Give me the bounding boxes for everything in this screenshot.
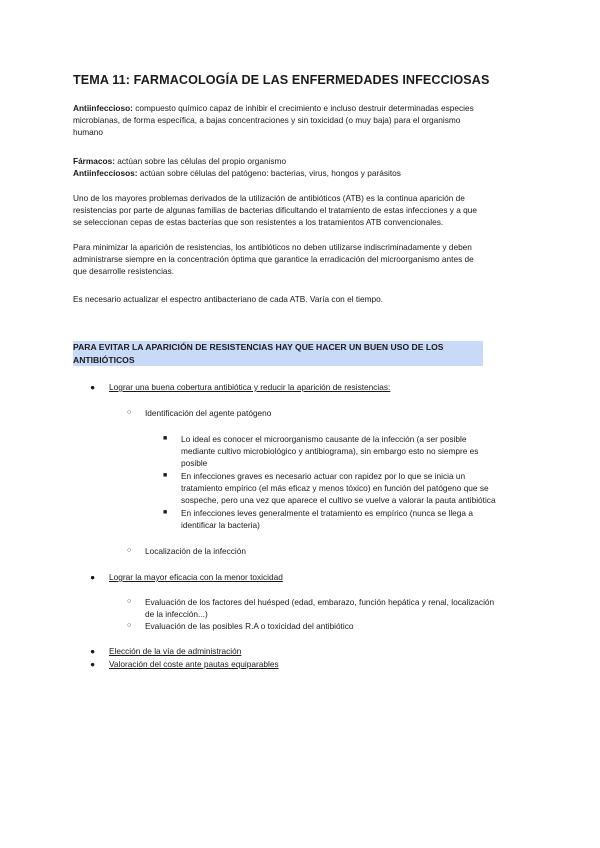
list-item-line: Lo ideal es conocer el microorganismo causante de la infección (a ser posible (181, 434, 467, 444)
bullet-square-icon: ■ (163, 509, 168, 516)
paragraph-line: Es necesario actualizar el espectro antibacteriano de cada ATB. Varía con el tiempo. (73, 294, 384, 304)
definition-line: compuesto químico capaz de inhibir el crecimiento e incluso destruir determinadas especies (135, 103, 474, 113)
list-item-line: tratamiento empírico (el más eficaz y menos tóxico) en función del patógeno que se (181, 483, 489, 494)
definition-farmacos-text: actúan sobre las células del propio organismo (117, 156, 287, 166)
bullet-square-icon: ■ (163, 472, 168, 479)
bullet-dot-icon: ● (90, 382, 96, 392)
list-item-ideal (181, 433, 531, 470)
list-item-leves (181, 507, 531, 531)
list-item-identificacion: Identificación del agente patógeno (145, 408, 272, 418)
list-item-coste: Valoración del coste ante pautas equiparables (109, 659, 279, 669)
paragraph-resistencias (73, 192, 533, 229)
paragraph-espectro (73, 293, 533, 305)
list-item-line: identificar la bacteria) (181, 520, 260, 531)
bullet-circle-icon: ○ (127, 409, 132, 416)
bullet-circle-icon: ○ (127, 622, 132, 629)
paragraph-line: Para minimizar la aparición de resistencias, los antibióticos no deben utilizarse indiscriminadamente y deben (73, 242, 472, 252)
list-item-line: Evaluación de los factores del huésped (edad, embarazo, función hepática y renal, localización (145, 597, 495, 607)
paragraph-minimizar (73, 241, 533, 278)
paragraph-line: se seleccionan cepas de estas bacterias que son resistentes a los tratamientos ATB convencionales. (73, 217, 444, 228)
list-item-line: mediante cultivo microbiológico y antibiograma), sin embargo esto no siempre es (181, 446, 479, 457)
list-item-graves (181, 470, 531, 507)
list-item-eficacia: Lograr la mayor eficacia con la menor toxicidad (109, 572, 283, 582)
section-heading-line: PARA EVITAR LA APARICIÓN DE RESISTENCIAS HAY QUE HACER UN BUEN USO DE LOS (73, 342, 444, 352)
definition-line: microbianas, de forma específica, a bajas concentraciones y sin toxicidad (o muy baja) para el organismo (73, 115, 461, 126)
paragraph-line: administrarse siempre en la concentración óptima que garantice la erradicación del microorganismo antes de (73, 254, 474, 265)
list-item-cobertura: Lograr una buena cobertura antibiótica y reducir la aparición de resistencias: (109, 382, 391, 392)
list-item-line: de la infección...) (145, 609, 208, 620)
list-item-localizacion: Localización de la infección (145, 546, 247, 556)
paragraph-line: Uno de los mayores problemas derivados de la utilización de antibióticos (ATB) es la continua aparición de (73, 193, 465, 203)
list-item-line: En infecciones leves generalmente el tratamiento es empírico (nunca se llega a (181, 508, 473, 518)
definition-farmacos (73, 155, 533, 179)
section-heading (73, 341, 483, 366)
paragraph-line: resistencias por parte de algunas familias de bacterias dificultando el tratamiento de estas infecciones y a que (73, 205, 478, 216)
paragraph-line: que desarrolle resistencias. (73, 266, 174, 277)
bullet-circle-icon: ○ (127, 598, 132, 605)
page-title: TEMA 11: FARMACOLOGÍA DE LAS ENFERMEDADES INFECCIOSAS (73, 73, 490, 87)
list-item-line: En infecciones graves es necesario actuar con rapidez por lo que se inicia un (181, 471, 466, 481)
bullet-dot-icon: ● (90, 659, 96, 669)
definition-antiinfeccioso (73, 102, 533, 139)
bullet-square-icon: ■ (163, 435, 168, 442)
bullet-circle-icon: ○ (127, 547, 132, 554)
term-farmacos: Fármacos: (73, 156, 115, 166)
list-item-factores-huesped (145, 596, 535, 620)
definition-line: humano (73, 127, 103, 138)
bullet-dot-icon: ● (90, 646, 96, 656)
section-heading-line: ANTIBIÓTICOS (73, 354, 135, 365)
term-antiinfecciosos: Antiinfecciosos: (73, 168, 138, 179)
list-item-line: sospeche, pero una vez que aparece el cultivo se vuelve a valorar la pauta antibiótica (181, 495, 496, 506)
bullet-dot-icon: ● (90, 572, 96, 582)
term-antiinfeccioso: Antiinfeccioso: (73, 103, 133, 113)
definition-antiinfecciosos-text: actúan sobre células del patógeno: bacterias, virus, hongos y parásitos (139, 168, 401, 179)
list-item-line: posible (181, 458, 208, 469)
list-item-toxicidad: Evaluación de las posibles R.A o toxicidad del antibiótico (145, 621, 354, 631)
list-item-via-administracion: Elección de la vía de administración (109, 646, 242, 656)
